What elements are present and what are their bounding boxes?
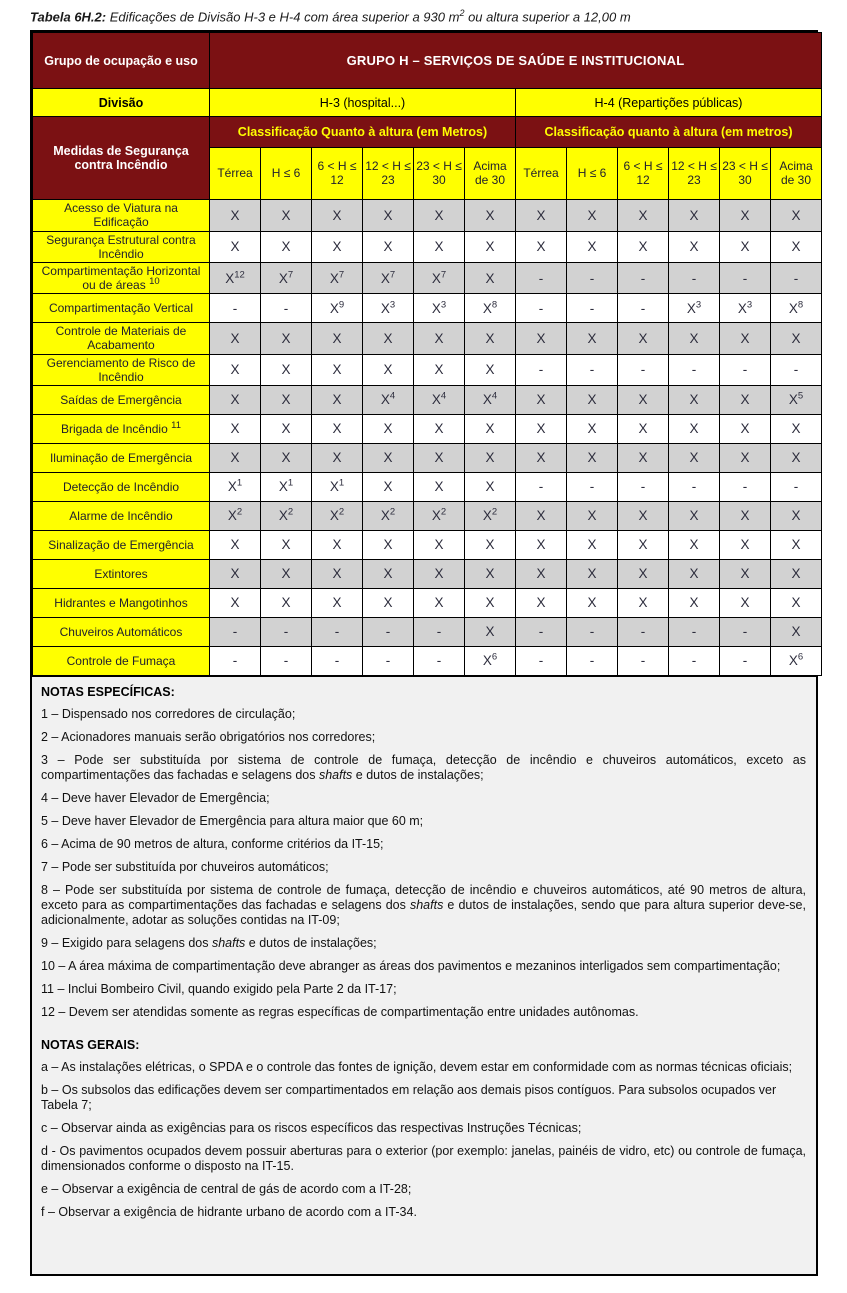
requirement-cell: $X^2$ — [210, 501, 261, 530]
requirement-cell: $X^9$ — [312, 294, 363, 323]
requirement-cell: X — [618, 414, 669, 443]
requirement-cell: X — [669, 231, 720, 262]
measure-row — [33, 262, 822, 293]
requirement-cell: X — [669, 443, 720, 472]
note-item: 6 – Acima de 90 metros de altura, conforme critérios da IT-15; — [41, 836, 384, 851]
requirement-cell: X — [312, 231, 363, 262]
measure-row — [33, 472, 822, 501]
requirement-cell: X — [312, 588, 363, 617]
requirement-cell: X — [363, 559, 414, 588]
requirement-cell: $X^5$ — [771, 385, 822, 414]
requirement-cell: $X^2$ — [261, 501, 312, 530]
height-range-header: Térrea — [210, 148, 261, 200]
requirement-cell: X — [210, 323, 261, 354]
measure-row — [33, 294, 822, 323]
note-item: 1 – Dispensado nos corredores de circulação; — [41, 706, 296, 721]
measure-label: Detecção de Incêndio — [33, 472, 210, 501]
requirement-cell: - — [720, 262, 771, 293]
requirement-cell: X — [567, 323, 618, 354]
measure-row — [33, 588, 822, 617]
requirement-cell: X — [363, 200, 414, 231]
requirement-cell: X — [567, 414, 618, 443]
requirement-cell: X — [516, 231, 567, 262]
requirement-cell: X — [312, 530, 363, 559]
requirement-cell: - — [771, 262, 822, 293]
height-range-header: 12 < H ≤ 23 — [363, 148, 414, 200]
classification-header-row — [33, 117, 822, 148]
note-item: b – Os subsolos das edificações devem ser compartimentados em relação aos demais pisos contíguos. Para subsolos ocupados ver Tabela 7; — [41, 1082, 777, 1112]
requirement-cell: X — [465, 262, 516, 293]
requirement-cell: - — [567, 354, 618, 385]
requirement-cell: X — [210, 443, 261, 472]
requirement-cell: X — [720, 323, 771, 354]
requirement-cell: X — [414, 588, 465, 617]
requirement-cell: X — [720, 200, 771, 231]
height-range-header: 23 < H ≤ 30 — [414, 148, 465, 200]
requirement-cell: - — [567, 294, 618, 323]
table-caption-tail: ou altura superior a 12,00 m — [464, 9, 631, 25]
measures-column-header: Medidas de Segurança contra Incêndio — [33, 117, 210, 200]
requirement-cell: X — [312, 200, 363, 231]
requirement-cell: $X^2$ — [465, 501, 516, 530]
requirement-cell: $X^6$ — [771, 646, 822, 675]
requirement-cell: - — [618, 646, 669, 675]
requirement-cell: X — [465, 559, 516, 588]
requirement-cell: X — [414, 200, 465, 231]
note-item: 11 – Inclui Bombeiro Civil, quando exigido pela Parte 2 da IT-17; — [41, 981, 397, 996]
group-h-header: GRUPO H – SERVIÇOS DE SAÚDE E INSTITUCIONAL — [210, 33, 822, 89]
requirement-cell: - — [516, 646, 567, 675]
requirement-cell: X — [312, 443, 363, 472]
measure-row — [33, 559, 822, 588]
requirement-cell: X — [210, 530, 261, 559]
requirement-cell: - — [516, 617, 567, 646]
requirement-cell: $X^1$ — [261, 472, 312, 501]
requirement-cell: $X^3$ — [414, 294, 465, 323]
requirement-cell: X — [210, 354, 261, 385]
requirement-cell: $X^1$ — [312, 472, 363, 501]
requirement-cell: - — [210, 294, 261, 323]
note-item: 8 – Pode ser substituída por sistema de controle de fumaça, detecção de incêndio e chuveiros automáticos, até 90 metros de altura, exceto para as compartimentações das fachadas e selagens dos shafts e dutos de instalações, sendo que para altura superior deve-se, adicionalmente, adotar as soluções contidas na IT-09; — [41, 882, 806, 927]
group-header-row — [33, 33, 822, 89]
requirement-cell: X — [414, 530, 465, 559]
measure-row — [33, 646, 822, 675]
requirement-cell: $X^7$ — [312, 262, 363, 293]
requirement-cell: X — [261, 323, 312, 354]
requirement-cell: X — [567, 200, 618, 231]
requirement-cell: - — [669, 646, 720, 675]
requirement-cell: X — [312, 385, 363, 414]
table-caption-text: Edificações de Divisão H-3 e H-4 com área superior a 930 m — [106, 9, 460, 25]
requirement-cell: $X^6$ — [465, 646, 516, 675]
measure-label: Compartimentação Horizontal ou de áreas $^{10}$ — [33, 262, 210, 293]
requirement-cell: - — [567, 262, 618, 293]
requirement-cell: X — [414, 231, 465, 262]
requirement-cell: X — [516, 323, 567, 354]
requirement-cell: X — [414, 559, 465, 588]
measure-label: Controle de Fumaça — [33, 646, 210, 675]
measure-label: Brigada de Incêndio $^{11}$ — [33, 414, 210, 443]
measure-row — [33, 414, 822, 443]
requirement-cell: X — [465, 354, 516, 385]
requirement-cell: X — [669, 414, 720, 443]
requirement-cell: $X^8$ — [465, 294, 516, 323]
requirement-cell: X — [465, 443, 516, 472]
requirement-cell: $X^3$ — [363, 294, 414, 323]
requirement-cell: X — [618, 200, 669, 231]
measure-label: Controle de Materiais de Acabamento — [33, 323, 210, 354]
requirement-cell: X — [414, 414, 465, 443]
requirement-cell: $X^2$ — [312, 501, 363, 530]
table-caption-number: Tabela 6H.2: — [30, 9, 107, 25]
note-item: d - Os pavimentos ocupados devem possuir aberturas para o exterior (por exemplo: janelas, painéis de vidro, etc) ou controle de fumaça, dimensionados conforme o disposto na IT-15. — [41, 1143, 806, 1173]
requirement-cell: - — [720, 617, 771, 646]
requirement-cell: X — [312, 323, 363, 354]
requirement-cell: X — [312, 414, 363, 443]
requirement-cell: - — [618, 262, 669, 293]
requirement-cell: - — [618, 294, 669, 323]
requirement-cell: X — [363, 472, 414, 501]
requirement-cell: X — [210, 231, 261, 262]
requirement-cell: X — [567, 559, 618, 588]
requirement-cell: - — [516, 354, 567, 385]
requirement-cell: X — [669, 530, 720, 559]
requirement-cell: X — [261, 385, 312, 414]
requirement-cell: X — [363, 231, 414, 262]
measure-label: Chuveiros Automáticos — [33, 617, 210, 646]
note-item: 7 – Pode ser substituída por chuveiros automáticos; — [41, 859, 329, 874]
requirement-cell: X — [516, 559, 567, 588]
height-range-header: Acima de 30 — [465, 148, 516, 200]
requirement-cell: X — [363, 588, 414, 617]
requirement-cell: - — [210, 646, 261, 675]
measure-row — [33, 200, 822, 231]
requirement-cell: X — [363, 443, 414, 472]
requirement-cell: X — [567, 530, 618, 559]
requirement-cell: X — [669, 323, 720, 354]
occupancy-group-header: Grupo de ocupação e uso — [33, 33, 210, 89]
measure-rows-body — [33, 200, 822, 676]
requirement-cell: $X^2$ — [363, 501, 414, 530]
requirement-cell: $X^3$ — [669, 294, 720, 323]
requirement-cell: X — [465, 472, 516, 501]
requirement-cell: - — [210, 617, 261, 646]
requirement-cell: - — [567, 646, 618, 675]
note-item: 12 – Devem ser atendidas somente as regras específicas de compartimentação entre unidades autônomas. — [41, 1004, 639, 1019]
height-range-header: H ≤ 6 — [261, 148, 312, 200]
requirement-cell: X — [516, 385, 567, 414]
requirement-cell: X — [261, 559, 312, 588]
requirement-cell: X — [414, 323, 465, 354]
requirement-cell: - — [720, 354, 771, 385]
requirement-cell: $X^7$ — [261, 262, 312, 293]
requirement-cell: X — [771, 414, 822, 443]
requirement-cell: - — [669, 354, 720, 385]
height-range-header: Acima de 30 — [771, 148, 822, 200]
requirement-cell: X — [618, 323, 669, 354]
measure-row — [33, 501, 822, 530]
requirement-cell: X — [720, 231, 771, 262]
requirement-cell: - — [312, 646, 363, 675]
note-item: a – As instalações elétricas, o SPDA e o controle das fontes de ignição, devem estar em conformidade com as normas técnicas oficiais; — [41, 1059, 793, 1074]
requirement-cell: X — [618, 501, 669, 530]
general-notes-list — [41, 1060, 806, 1220]
height-range-header: Térrea — [516, 148, 567, 200]
requirement-cell: X — [516, 443, 567, 472]
classification-h4-header: Classificação quanto à altura (em metros) — [516, 117, 822, 148]
requirement-cell: X — [363, 414, 414, 443]
requirement-cell: X — [771, 200, 822, 231]
requirement-cell: X — [261, 443, 312, 472]
note-item: c – Observar ainda as exigências para os riscos específicos das respectivas Instruções Técnicas; — [41, 1120, 582, 1135]
requirement-cell: X — [465, 617, 516, 646]
measure-row — [33, 617, 822, 646]
requirement-cell: X — [261, 588, 312, 617]
requirement-cell: X — [618, 530, 669, 559]
requirement-cell: X — [567, 443, 618, 472]
measure-row — [33, 443, 822, 472]
requirement-cell: X — [465, 231, 516, 262]
requirement-cell: X — [567, 231, 618, 262]
requirement-cell: $X^4$ — [414, 385, 465, 414]
requirement-cell: X — [618, 443, 669, 472]
requirement-cell: X — [210, 385, 261, 414]
requirement-cell: X — [261, 354, 312, 385]
requirement-cell: $X^1$ — [210, 472, 261, 501]
requirement-cell: X — [261, 414, 312, 443]
requirement-cell: - — [720, 646, 771, 675]
requirement-cell: $X^7$ — [414, 262, 465, 293]
note-item: 9 – Exigido para selagens dos shafts e dutos de instalações; — [41, 935, 377, 950]
division-row — [33, 89, 822, 117]
requirement-cell: $X^8$ — [771, 294, 822, 323]
requirement-cell: - — [516, 294, 567, 323]
requirement-cell: X — [516, 588, 567, 617]
requirement-cell: X — [720, 559, 771, 588]
requirement-cell: $X^3$ — [720, 294, 771, 323]
requirement-cell: - — [618, 617, 669, 646]
measure-label: Acesso de Viatura na Edificação — [33, 200, 210, 231]
requirement-cell: X — [210, 200, 261, 231]
measure-row — [33, 530, 822, 559]
height-range-header: H ≤ 6 — [567, 148, 618, 200]
table-frame — [30, 30, 818, 1276]
requirement-cell: X — [312, 559, 363, 588]
height-range-header: 23 < H ≤ 30 — [720, 148, 771, 200]
requirement-cell: X — [465, 200, 516, 231]
requirement-cell: X — [312, 354, 363, 385]
requirement-cell: X — [465, 588, 516, 617]
requirement-cell: - — [261, 294, 312, 323]
height-range-header: 6 < H ≤ 12 — [618, 148, 669, 200]
requirement-cell: - — [516, 262, 567, 293]
measure-label: Saídas de Emergência — [33, 385, 210, 414]
note-item: f – Observar a exigência de hidrante urbano de acordo com a IT-34. — [41, 1204, 417, 1219]
requirement-cell: - — [720, 472, 771, 501]
requirement-cell: X — [567, 385, 618, 414]
requirement-cell: - — [261, 617, 312, 646]
requirement-cell: X — [210, 559, 261, 588]
measure-label: Compartimentação Vertical — [33, 294, 210, 323]
requirement-cell: X — [414, 472, 465, 501]
note-item: e – Observar a exigência de central de gás de acordo com a IT-28; — [41, 1181, 412, 1196]
requirement-cell: - — [414, 617, 465, 646]
requirement-cell: - — [567, 472, 618, 501]
measure-row — [33, 385, 822, 414]
requirement-cell: - — [363, 646, 414, 675]
requirement-cell: X — [516, 200, 567, 231]
specific-notes-heading: NOTAS ESPECÍFICAS: — [41, 684, 175, 699]
requirement-cell: X — [363, 530, 414, 559]
requirement-cell: $X^7$ — [363, 262, 414, 293]
requirement-cell: $X^4$ — [363, 385, 414, 414]
requirement-cell: X — [261, 530, 312, 559]
requirement-cell: X — [261, 231, 312, 262]
requirement-cell: $X^4$ — [465, 385, 516, 414]
requirement-cell: - — [363, 617, 414, 646]
classification-h3-header: Classificação Quanto à altura (em Metros) — [210, 117, 516, 148]
requirement-cell: X — [669, 501, 720, 530]
measure-label: Segurança Estrutural contra Incêndio — [33, 231, 210, 262]
requirement-cell: - — [414, 646, 465, 675]
requirement-cell: X — [771, 443, 822, 472]
note-item: 4 – Deve haver Elevador de Emergência; — [41, 790, 270, 805]
requirement-cell: X — [414, 354, 465, 385]
requirement-cell: X — [618, 559, 669, 588]
requirement-cell: X — [720, 588, 771, 617]
general-notes-heading: NOTAS GERAIS: — [41, 1037, 140, 1052]
requirement-cell: X — [669, 385, 720, 414]
specific-notes-list — [41, 707, 806, 1020]
measure-label: Iluminação de Emergência — [33, 443, 210, 472]
measure-label: Gerenciamento de Risco de Incêndio — [33, 354, 210, 385]
requirement-cell: - — [771, 354, 822, 385]
note-item: 3 – Pode ser substituída por sistema de controle de fumaça, detecção de incêndio e chuveiros automáticos, exceto as compartimentações das fachadas e selagens dos shafts e dutos de instalações; — [41, 752, 806, 782]
measure-row — [33, 231, 822, 262]
measure-label: Extintores — [33, 559, 210, 588]
measure-row — [33, 323, 822, 354]
division-h3: H-3 (hospital...) — [210, 89, 516, 117]
requirement-cell: - — [618, 472, 669, 501]
requirement-cell: X — [720, 414, 771, 443]
requirement-cell: $X^{12}$ — [210, 262, 261, 293]
requirement-cell: - — [516, 472, 567, 501]
notes-section — [32, 676, 816, 1274]
requirement-cell: X — [465, 323, 516, 354]
requirement-cell: X — [720, 385, 771, 414]
requirement-cell: - — [669, 472, 720, 501]
requirement-cell: X — [720, 443, 771, 472]
division-h4: H-4 (Repartições públicas) — [516, 89, 822, 117]
height-range-header: 12 < H ≤ 23 — [669, 148, 720, 200]
requirement-cell: X — [210, 414, 261, 443]
requirement-cell: X — [771, 588, 822, 617]
requirement-cell: X — [363, 354, 414, 385]
height-range-header: 6 < H ≤ 12 — [312, 148, 363, 200]
requirement-cell: X — [363, 323, 414, 354]
requirement-cell: X — [618, 588, 669, 617]
requirement-cell: X — [669, 200, 720, 231]
requirement-cell: X — [669, 588, 720, 617]
measure-row — [33, 354, 822, 385]
requirement-cell: X — [618, 385, 669, 414]
measure-label: Hidrantes e Mangotinhos — [33, 588, 210, 617]
requirement-cell: X — [771, 231, 822, 262]
note-item: 2 – Acionadores manuais serão obrigatórios nos corredores; — [41, 729, 376, 744]
requirement-cell: X — [567, 501, 618, 530]
requirement-cell: X — [771, 501, 822, 530]
requirement-cell: - — [771, 472, 822, 501]
requirement-cell: - — [669, 617, 720, 646]
requirement-cell: X — [771, 323, 822, 354]
measure-label: Sinalização de Emergência — [33, 530, 210, 559]
note-item: 10 – A área máxima de compartimentação deve abranger as áreas dos pavimentos e mezaninos interligados sem compartimentação; — [41, 958, 781, 973]
division-label: Divisão — [33, 89, 210, 117]
requirement-cell: X — [618, 231, 669, 262]
requirement-cell: X — [567, 588, 618, 617]
requirement-cell: - — [567, 617, 618, 646]
requirement-cell: X — [465, 414, 516, 443]
table-caption-superscript: 2 — [459, 8, 465, 18]
requirement-cell: - — [312, 617, 363, 646]
requirement-cell: X — [516, 501, 567, 530]
requirement-cell: X — [414, 443, 465, 472]
requirement-cell: X — [771, 559, 822, 588]
requirement-cell: X — [669, 559, 720, 588]
requirement-cell: - — [261, 646, 312, 675]
requirement-cell: - — [669, 262, 720, 293]
note-item: 5 – Deve haver Elevador de Emergência para altura maior que 60 m; — [41, 813, 424, 828]
measure-label: Alarme de Incêndio — [33, 501, 210, 530]
requirements-table — [32, 32, 822, 676]
requirement-cell: X — [210, 588, 261, 617]
table-caption — [30, 8, 818, 24]
requirement-cell: - — [618, 354, 669, 385]
requirement-cell: X — [771, 617, 822, 646]
requirement-cell: X — [771, 530, 822, 559]
requirement-cell: X — [261, 200, 312, 231]
requirement-cell: X — [720, 530, 771, 559]
requirement-cell: X — [465, 530, 516, 559]
requirement-cell: X — [516, 530, 567, 559]
requirement-cell: X — [720, 501, 771, 530]
requirement-cell: $X^2$ — [414, 501, 465, 530]
requirement-cell: X — [516, 414, 567, 443]
